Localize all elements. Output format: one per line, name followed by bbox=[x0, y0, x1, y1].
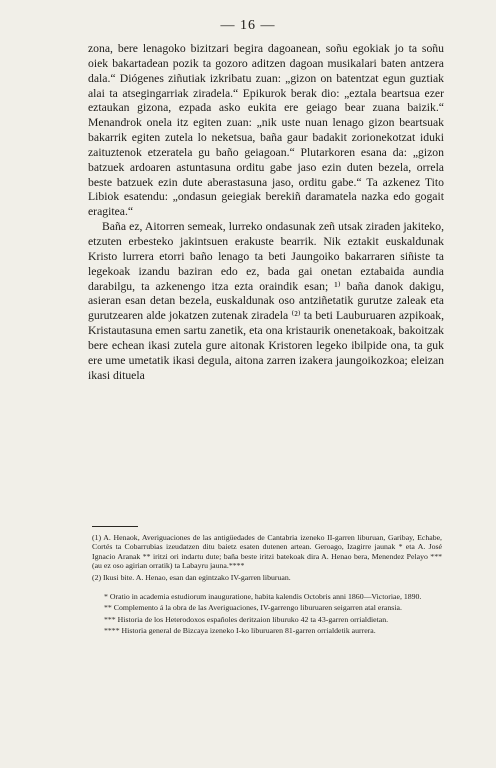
body-paragraph: zona, bere lenagoko bizitzari begira dagoanean, soñu egokiak jo ta soñu oiek bakartadean pozik ta gozoro aditzen dagoan musikalari baten antzera dala.“ Diógenes ziñutiak izkribatu zuan: „gizon on batentzat egun guztiak alai ta atsegingarriak ziradela.“ Epikurok berak dio: „eztala beartsua ezer eztaukan gizona, ezpada asko eukita ere geiago bear zuana baizik.“ Menandrok onela itz egiten zuan: „nik uste nuan lenago gizon beartsuak bakarrik egiten zutela lo neketsua, baña gaur badakit zorionekotzat iduki zaituztenok etzeratela gu baño geiagoan.“ Plutarkoren esana da: „gizon batzuek ardoaren astuntasuna orditu gabe jaso ezin duten bezela, orrela beste batzuek ezin dute aberastasuna jaso, orditu gabe.“ Ta azkenez Tito Libiok esatendu: „ondasun geiegiak berekiñ daramatela nazka edo gogait eragitea.“ bbox=[88, 42, 444, 219]
page-number: — 16 — bbox=[220, 18, 276, 33]
footnote: (2) Ikusi bite. A. Henao, esan dan egintzako IV-garren liburuan. bbox=[92, 572, 291, 582]
footnote: (1) A. Henaok, Averiguaciones de las antigüedades de Cantabria izeneko II-garren liburuan, Garibay, Echabe, Cortés ta Cobarrubias izeudatzen ditu baietz esaten dutenen artean. Geroago, Izagirre jaunak * eta A. José Ignacio Aranak ** iritzi ori indartu dute; baña beste iritzi batekoak dira A. Henao bera, Menendez Pelayo *** (au ez oso agirian orratik) ta Labayru jauna.**** bbox=[92, 533, 442, 571]
body-text bbox=[88, 42, 444, 383]
footnote-spacer bbox=[92, 584, 442, 592]
footnotes bbox=[92, 533, 442, 638]
reference-note: *** Historia de los Heterodoxos españoles deritzaion liburuko 42 ta 43-garren orrialdietan. bbox=[104, 614, 389, 624]
reference-note: ** Complemento á la obra de las Averiguaciones, IV-garrengo liburuaren seigarren atal eransia. bbox=[104, 603, 402, 613]
body-paragraph: Baña ez, Aitorren semeak, lurreko ondasunak zeñ utsak ziraden jakiteko, etzuten erbesteko jakintsuen erakuste bearrik. Nik eztakit euskaldunak Kristo lurrera etorri baño lenago ta beti Jaungoiko bakarraren siñiste ta legekoak izandu baziran edo ez, bada gai onetan eztabaida aundia darabilgu, ta azkenengo itza ezta oraindik esan; ¹⁾ baña danok dakigu, asieran esan detan bezela, euskaldunak oso antziñetatik gurutze zaleak eta gurutzearen alde jokatzen zutenak ziradela ⁽²⁾ ta beti Lauburuaren azpikoak, Kristautasuna emen sartu zanetik, eta ona kristaurik onenetakoak, bakoitzak bere echean ikasi zutela gure aitonak Kristoren legeko ibilpide ona, ta guk ere ume umetatik ikasi degula, aitona zarren izakera jaungoikozkoa; eleizan ikasi dituela bbox=[88, 220, 444, 382]
reference-note: * Oratio in academia estudiorum inauguratione, habita kalendis Octobris anni 1860—Victoriae, 1890. bbox=[104, 592, 422, 602]
footnote-divider bbox=[92, 526, 138, 527]
reference-note: **** Historia general de Bizcaya izeneko I-ko liburuaren 81-garren orrialdetik aurrera. bbox=[104, 626, 376, 636]
